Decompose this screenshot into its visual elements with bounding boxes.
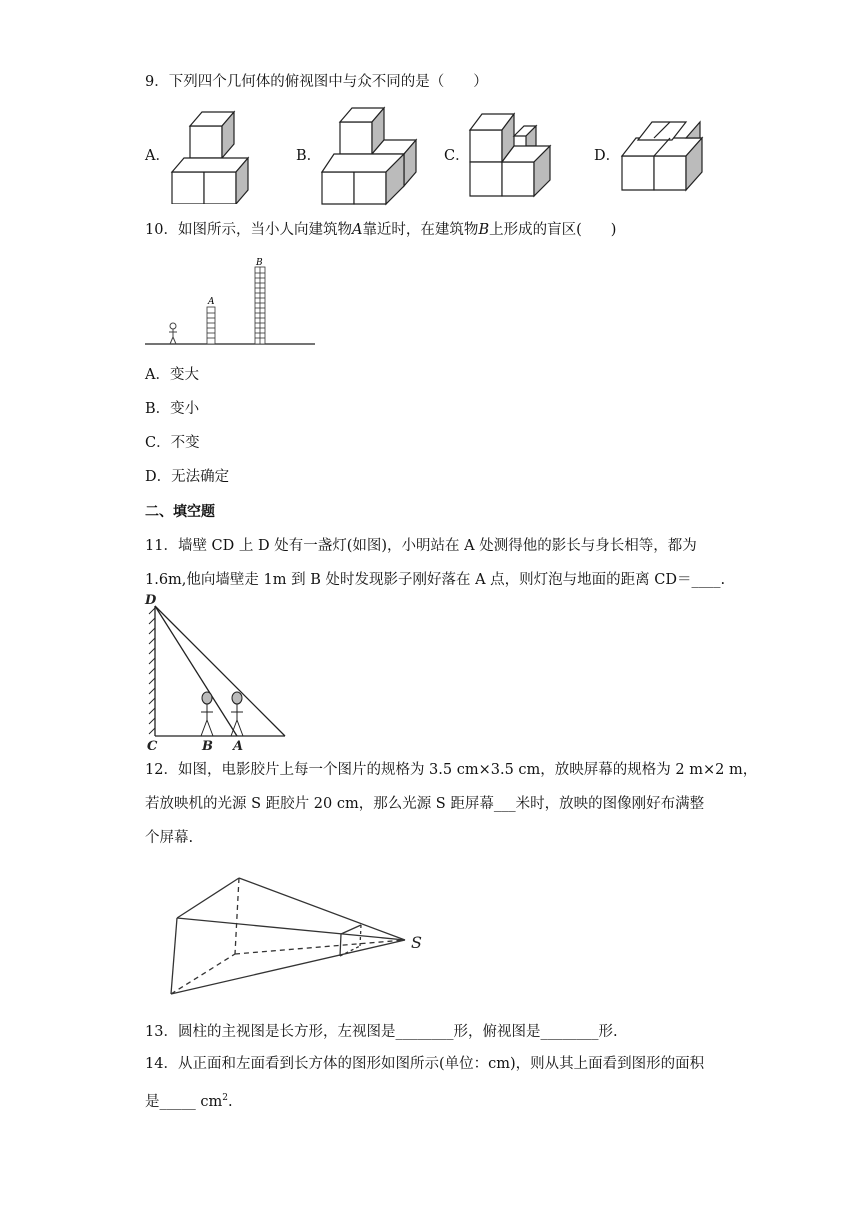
label-a: A	[233, 739, 244, 752]
building-b-label: B	[256, 258, 263, 268]
q13-text: 13．圆柱的主视图是长方形，左视图是________形，俯视图是________形.	[145, 1024, 618, 1040]
q9-option-d-label: D．	[594, 148, 621, 164]
q10-building-figure	[145, 255, 320, 350]
q11-lamp-figure	[143, 592, 293, 752]
building-b	[255, 267, 265, 344]
label-b: B	[202, 739, 213, 752]
q10-option-d: D．无法确定	[145, 469, 230, 485]
q12-line-2: 若放映机的光源 S 距胶片 20 cm，那么光源 S 距屏幕___米时，放映的图像刚好布满整	[145, 796, 705, 812]
building-a-label: A	[208, 297, 215, 307]
q9-option-b-figure	[318, 100, 428, 206]
person-icon	[169, 323, 177, 344]
q12-line-1: 12．如图，电影胶片上每一个图片的规格为 3.5 cm×3.5 cm，放映屏幕的规格为 2 m×2 m，	[145, 762, 758, 778]
label-s: S	[411, 933, 422, 952]
q10-option-c: C．不变	[145, 435, 200, 451]
q11-line-2: 1.6m,他向墙壁走 1m 到 B 处时发现影子刚好落在 A 点，则灯泡与地面的距离 CD＝____.	[145, 572, 726, 588]
q9-option-d-figure	[618, 118, 708, 194]
q10-option-a: A．变大	[145, 367, 199, 383]
q10-var-a: A	[351, 222, 363, 238]
q9-stem: 9．下列四个几何体的俯视图中与众不同的是（ ）	[145, 74, 488, 90]
q12-projector-figure	[165, 870, 430, 1000]
person-b-icon	[201, 692, 213, 736]
q12-line-3: 个屏幕.	[145, 830, 194, 846]
q9-option-b-label: B．	[296, 148, 322, 164]
building-a	[207, 307, 215, 344]
section-title: 二、填空题	[145, 504, 215, 520]
q9-option-a-label: A．	[145, 148, 170, 164]
label-d: D	[145, 593, 157, 608]
q10-var-b: B	[478, 222, 490, 238]
q10-option-b: B．变小	[145, 401, 200, 417]
q11-line-1: 11．墙壁 CD 上 D 处有一盏灯(如图)，小明站在 A 处测得他的影长与身长相等，都为	[145, 538, 697, 554]
q10-stem: 10．如图所示，当小人向建筑物A靠近时，在建筑物B上形成的盲区( )	[145, 222, 617, 238]
q9-option-c-label: C．	[444, 148, 470, 164]
q9-option-c-figure	[466, 108, 556, 200]
q14-line-1: 14．从正面和左面看到长方体的图形如图所示(单位：cm)，则从其上面看到图形的面积	[145, 1056, 705, 1072]
label-c: C	[147, 739, 158, 752]
q14-line-2: 是_____ $cm^2$.	[145, 1093, 233, 1110]
wall-hatching	[149, 608, 155, 734]
q9-option-a-figure	[168, 104, 263, 204]
